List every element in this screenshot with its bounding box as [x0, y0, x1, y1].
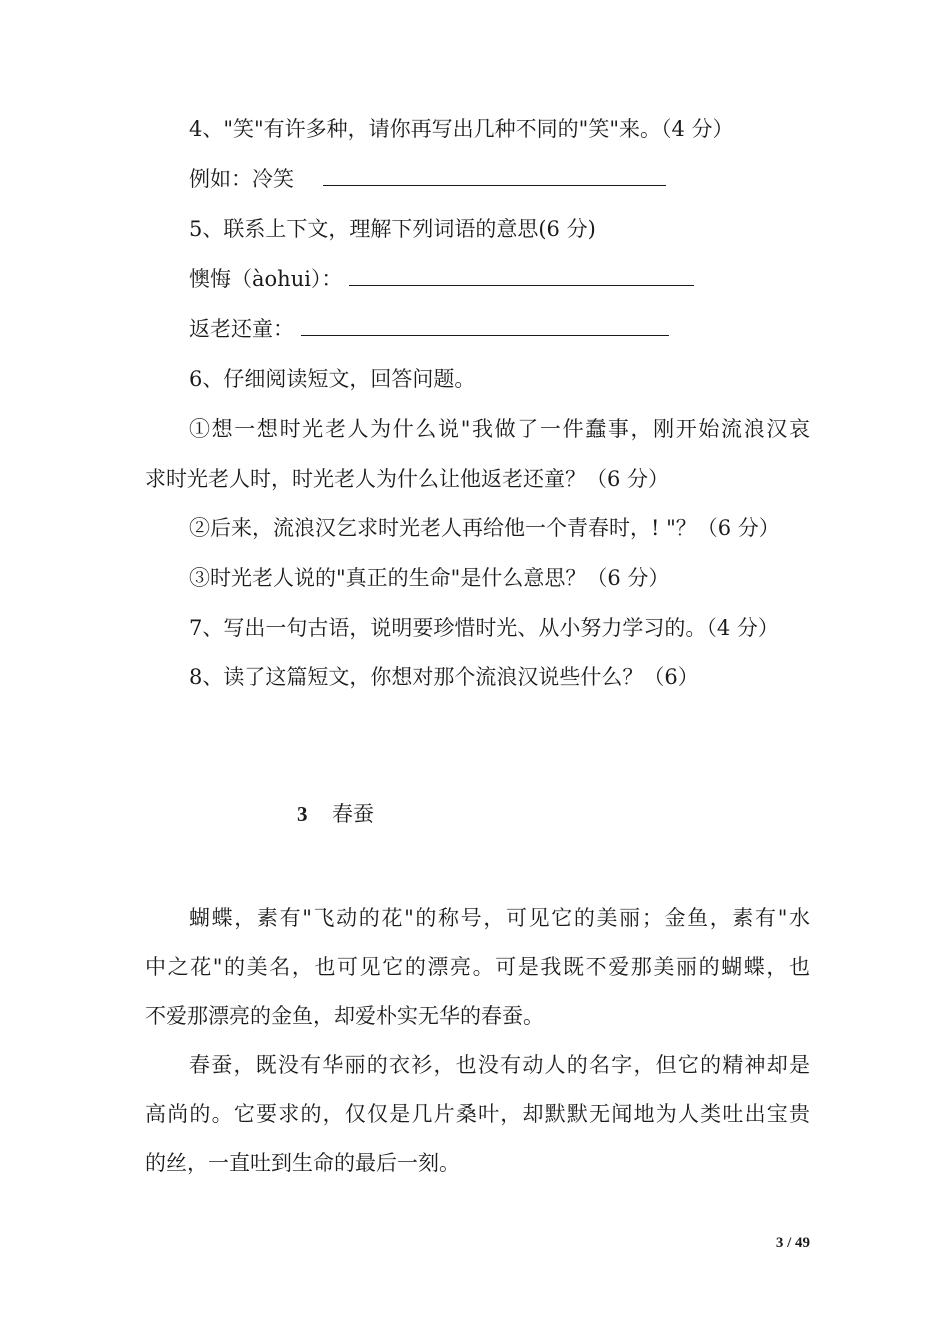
passage-p2-line2: 高尚的。它要求的，仅仅是几片桑叶，却默默无闻地为人类吐出宝贵	[145, 1102, 810, 1126]
question-8: 8、读了这篇短文，你想对那个流浪汉说些什么？（6）	[189, 665, 699, 689]
section-number: 3	[297, 802, 308, 826]
question-5: 5、联系上下文，理解下列词语的意思(6 分)	[189, 217, 596, 241]
question-6-1-line1: ①想一想时光老人为什么说"我做了一件蠢事，刚开始流浪汉哀	[189, 417, 810, 441]
word-label: 返老还童：	[189, 317, 294, 341]
question-6-3: ③时光老人说的"真正的生命"是什么意思？（6 分）	[189, 566, 670, 590]
question-6-1-line2: 求时光老人时，时光老人为什么让他返老还童？（6 分）	[145, 467, 670, 491]
question-4-example	[189, 164, 810, 194]
passage-p1-line3: 不爱那漂亮的金鱼，却爱朴实无华的春蚕。	[145, 1004, 544, 1028]
question-6: 6、仔细阅读短文，回答问题。	[189, 367, 476, 391]
question-7: 7、写出一句古语，说明要珍惜时光、从小努力学习的。（4 分）	[189, 616, 779, 640]
answer-blank[interactable]	[349, 265, 694, 286]
question-6-2: ②后来，流浪汉乞求时光老人再给他一个青春时，! "？（6 分）	[189, 516, 780, 540]
passage-p1-line1: 蝴蝶，素有"飞动的花"的称号，可见它的美丽；金鱼，素有"水	[189, 906, 810, 930]
answer-blank[interactable]	[323, 165, 666, 186]
passage-p1-line2: 中之花"的美名，也可见它的漂亮。可是我既不爱那美丽的蝴蝶，也	[145, 955, 810, 979]
question-5-word1	[189, 264, 810, 294]
word-label: 懊悔（àohui）：	[189, 267, 343, 291]
page-number: 3 / 49	[775, 1235, 810, 1251]
section-title: 春蚕	[332, 802, 374, 826]
passage-p2-line3: 的丝，一直吐到生命的最后一刻。	[145, 1151, 460, 1175]
question-5-word2	[189, 314, 810, 344]
answer-blank[interactable]	[301, 315, 669, 336]
example-label: 例如：冷笑	[189, 167, 294, 191]
question-4: 4、"笑"有许多种，请你再写出几种不同的"笑"来。（4 分）	[189, 117, 734, 141]
passage-p2-line1: 春蚕，既没有华丽的衣衫，也没有动人的名字，但它的精神却是	[189, 1053, 810, 1077]
